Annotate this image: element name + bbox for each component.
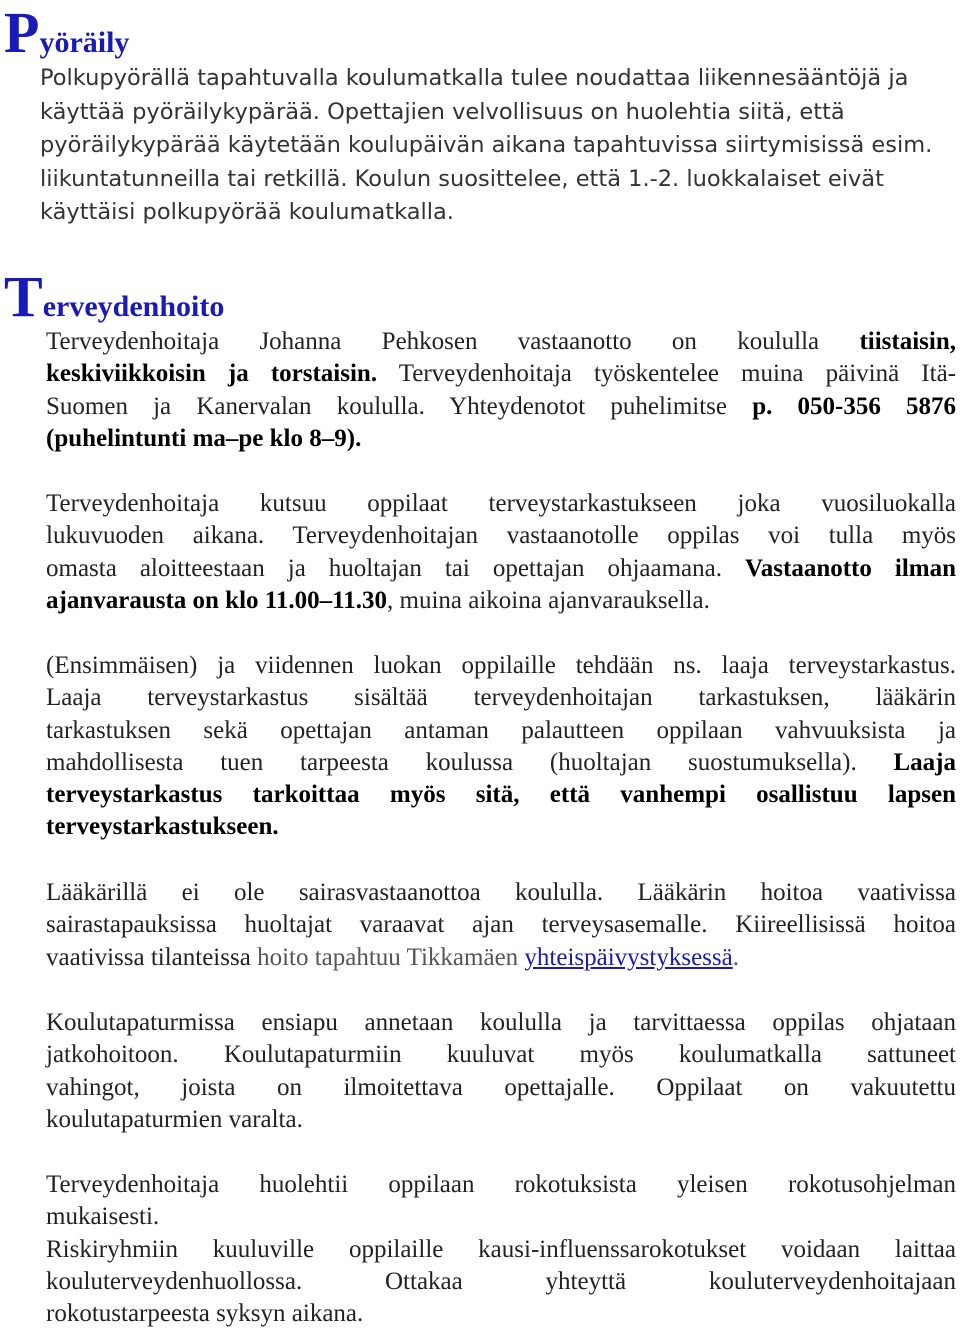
text-line: Terveydenhoitaja huolehtii oppilaan rokotuksista yleisen rokotusohjelman bbox=[46, 1171, 956, 1198]
text-line: pyöräilykypärää käytetään koulupäivän aikana tapahtuvissa siirtymisissä esim. bbox=[40, 132, 933, 158]
text-run: Terveydenhoitaja työskentelee muina päivinä Itä- bbox=[377, 360, 956, 388]
section-heading-terveydenhoito bbox=[4, 264, 225, 329]
bold-run: (puhelintunti ma–pe klo 8–9). bbox=[46, 424, 362, 452]
heading-rest: erveydenhoito bbox=[42, 290, 225, 323]
text-line: terveystarkastus tarkoittaa myös sitä, että vanhempi osallistuu lapsen bbox=[46, 781, 956, 809]
text-line bbox=[46, 585, 956, 617]
bold-run: Vastaanotto ilman bbox=[745, 554, 957, 582]
text-line: lukuvuoden aikana. Terveydenhoitajan vastaanotolle oppilas voi tulla myös bbox=[46, 522, 956, 550]
text-line: vahingot, joista on ilmoitettava opettajalle. Oppilaat on vakuutettu bbox=[46, 1073, 956, 1101]
text-line: mukaisesti. bbox=[46, 1203, 160, 1231]
text-run: mahdollisesta tuen tarpeesta koulussa (huoltajan suostumuksella). bbox=[46, 748, 857, 776]
text-line bbox=[46, 553, 956, 585]
text-line: sairastapauksissa huoltajat varaavat ajan terveysasemalle. Kiireellisissä hoitoa bbox=[46, 911, 956, 939]
text-line: Riskiryhmiin kuuluville oppilaille kausi-influenssarokotukset voidaan laittaa bbox=[46, 1235, 956, 1263]
heading-initial: P bbox=[4, 0, 40, 65]
text-run: hoito tapahtuu Tikkamäen bbox=[250, 943, 525, 971]
text-line: kouluterveydenhuollossa. Ottakaa yhteyttä kouluterveydenhoitajaan bbox=[46, 1267, 956, 1295]
paragraph-vastaanotto bbox=[46, 326, 956, 455]
paragraph-laaja-terveystarkastus bbox=[46, 650, 956, 844]
text-line: Terveydenhoitaja kutsuu oppilaat terveystarkastukseen joka vuosiluokalla bbox=[46, 490, 956, 517]
text-line: koulutapaturmien varalta. bbox=[46, 1105, 303, 1133]
yhteispaivystys-link[interactable]: yhteispäivystyksessä bbox=[524, 943, 733, 971]
text-line bbox=[46, 358, 956, 390]
bold-run: tiistaisin, bbox=[859, 328, 956, 355]
paragraph-pyoraily bbox=[40, 62, 933, 230]
text-line bbox=[46, 391, 956, 423]
paragraph-rokotukset bbox=[46, 1169, 956, 1330]
text-run: . bbox=[732, 943, 739, 971]
text-line: käyttää pyöräilykypärää. Opettajien velvollisuus on huolehtia siitä, että bbox=[40, 98, 845, 125]
text-run: Terveydenhoitaja Johanna Pehkosen vastaanotto on koululla bbox=[46, 328, 820, 355]
bold-run: keskiviikkoisin ja torstaisin. bbox=[46, 360, 378, 388]
text-line: (Ensimmäisen) ja viidennen luokan oppilaille tehdään ns. laaja terveystarkastus. bbox=[46, 652, 956, 679]
text-line: terveystarkastukseen. bbox=[46, 813, 279, 841]
text-line: Laaja terveystarkastus sisältää terveydenhoitajan tarkastuksen, lääkärin bbox=[46, 684, 956, 712]
text-line bbox=[46, 326, 956, 358]
heading-initial: T bbox=[4, 264, 43, 329]
text-line bbox=[46, 747, 956, 779]
bold-run: Laaja bbox=[893, 748, 956, 776]
text-run: , muina aikoina ajanvarauksella. bbox=[387, 586, 710, 614]
paragraph-terveystarkastus bbox=[46, 488, 956, 617]
text-run: Suomen ja Kanervalan koululla. Yhteydenotot puhelimitse bbox=[46, 392, 728, 420]
section-heading-pyoraily bbox=[4, 0, 130, 65]
text-run: vaativissa tilanteissa bbox=[46, 943, 251, 971]
text-line: rokotustarpeesta syksyn aikana. bbox=[46, 1300, 364, 1328]
text-line: Lääkärillä ei ole sairasvastaanottoa koululla. Lääkärin hoitoa vaativissa bbox=[46, 879, 956, 906]
phone-number: p. 050-356 5876 bbox=[752, 392, 956, 420]
text-line bbox=[46, 942, 956, 974]
paragraph-laakari bbox=[46, 877, 956, 974]
text-line: Polkupyörällä tapahtuvalla koulumatkalla tulee noudattaa liikennesääntöjä ja bbox=[40, 65, 909, 91]
text-line: käyttäisi polkupyörää koulumatkalla. bbox=[40, 199, 454, 225]
text-line: liikuntatunneilla tai retkillä. Koulun suosittelee, että 1.-2. luokkalaiset eivät bbox=[40, 165, 884, 192]
bold-run: ajanvarausta on klo 11.00–11.30 bbox=[46, 586, 388, 614]
text-run: omasta aloitteestaan ja huoltajan tai opettajan ohjaamana. bbox=[46, 554, 722, 582]
heading-rest: yöräily bbox=[39, 26, 130, 59]
text-line bbox=[46, 423, 956, 455]
text-line: tarkastuksen sekä opettajan antaman palautteen oppilaan vahvuuksista ja bbox=[46, 716, 956, 744]
text-line: Koulutapaturmissa ensiapu annetaan koululla ja tarvittaessa oppilas ohjataan bbox=[46, 1009, 956, 1036]
text-line: jatkohoitoon. Koulutapaturmiin kuuluvat myös koulumatkalla sattuneet bbox=[46, 1041, 956, 1069]
paragraph-koulutapaturmat bbox=[46, 1007, 956, 1136]
